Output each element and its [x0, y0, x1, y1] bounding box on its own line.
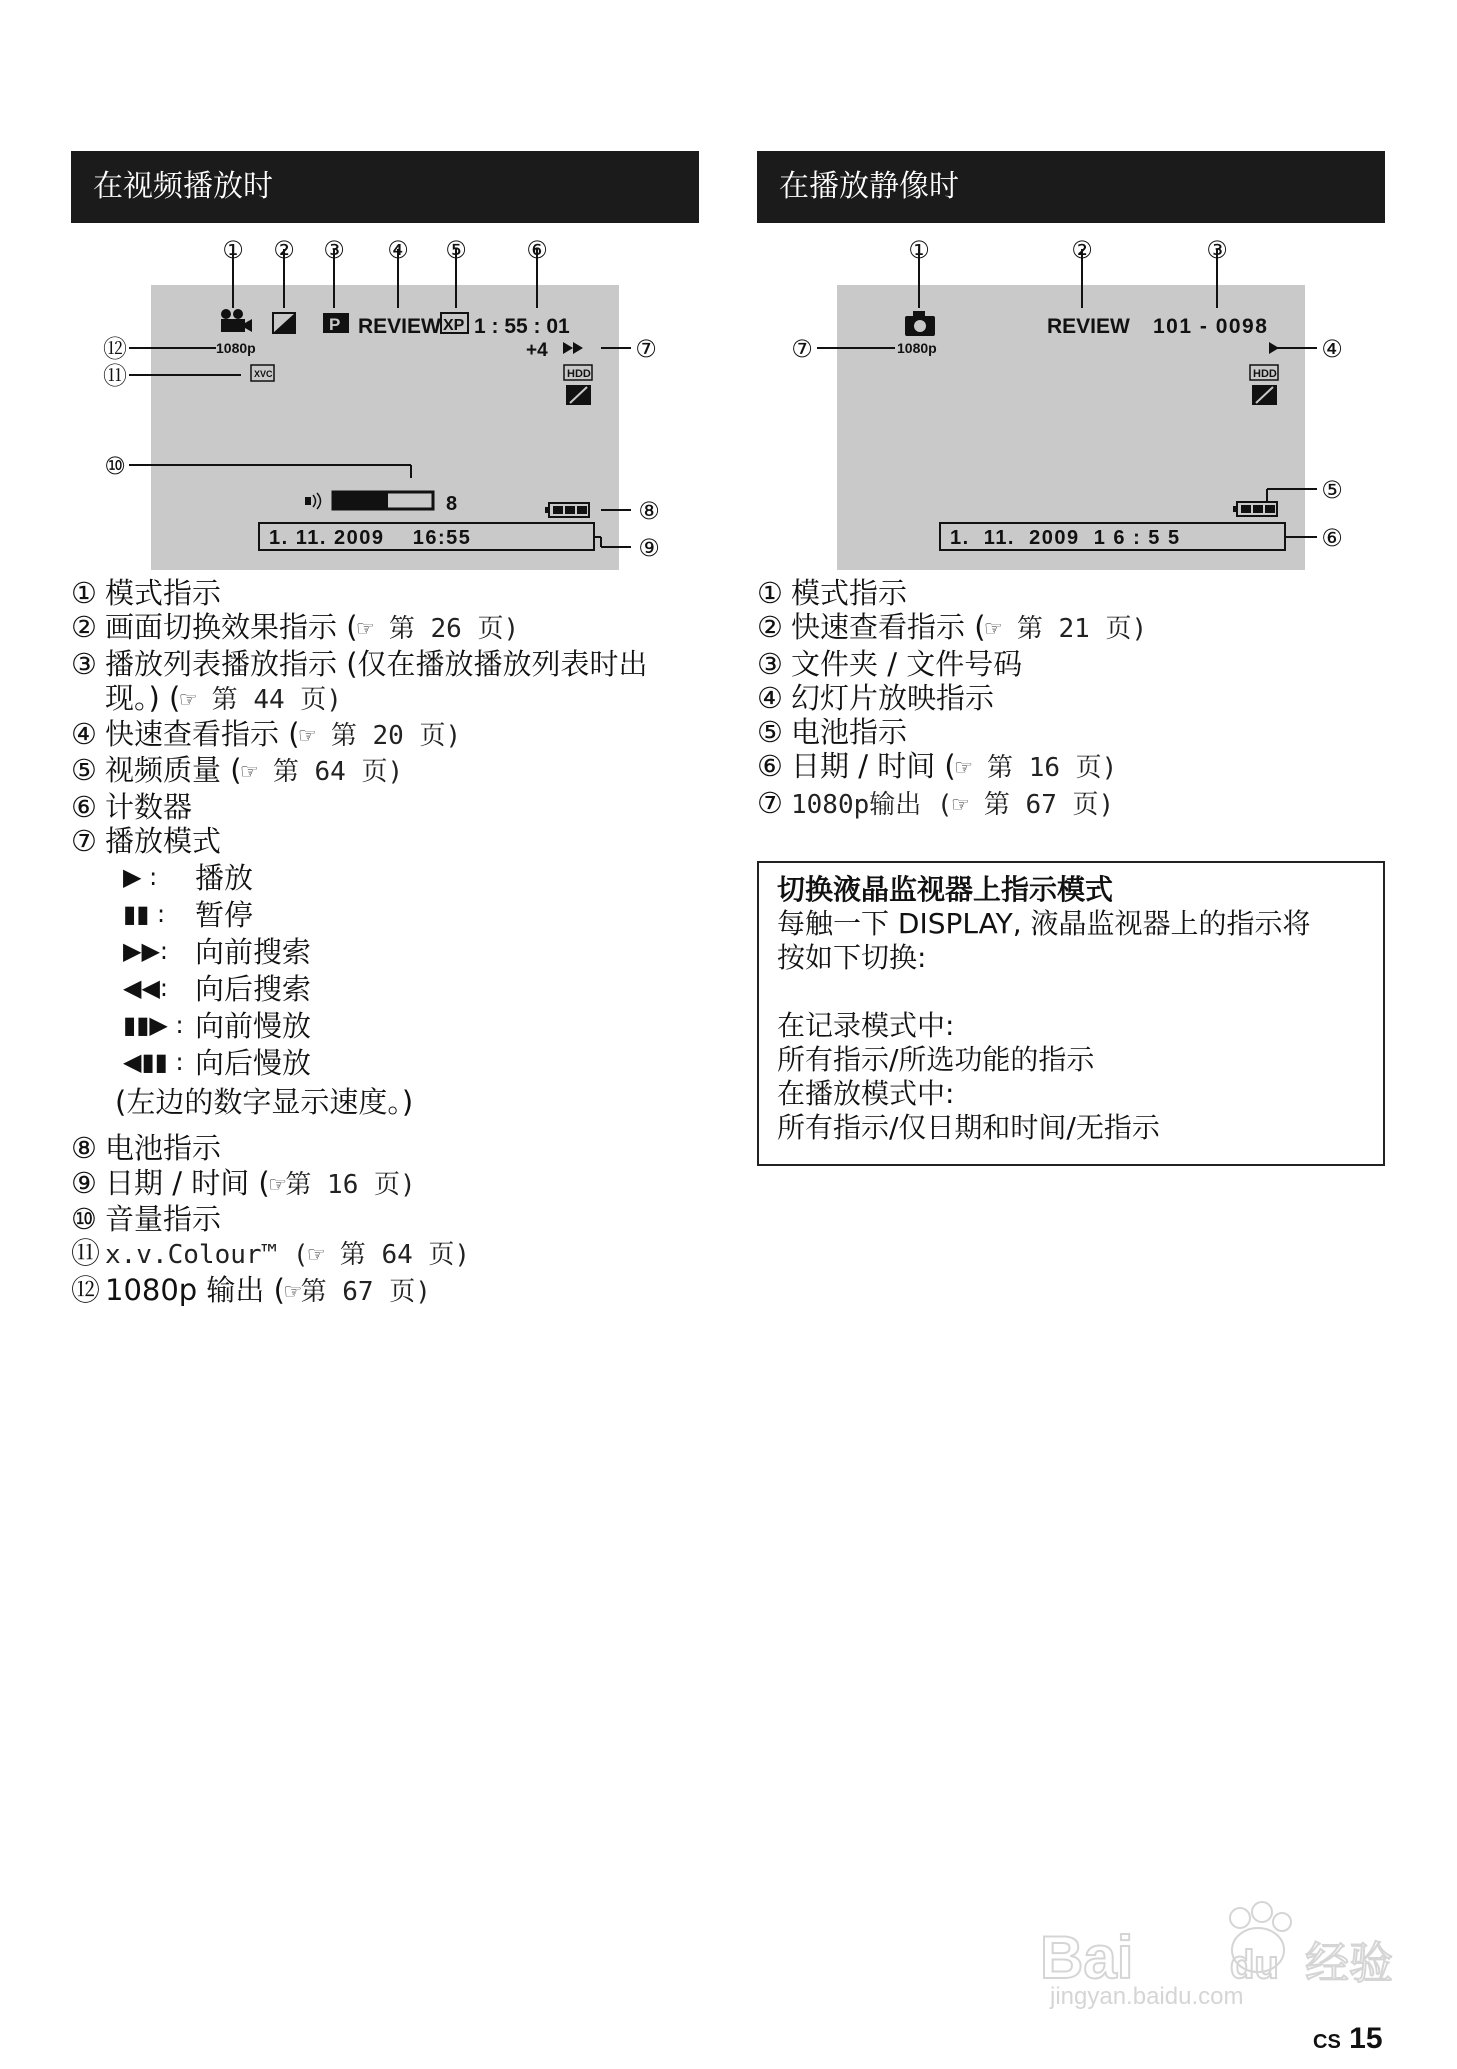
page-reference: ☞第 16 页)	[269, 1169, 416, 1200]
video-quality: XP	[443, 317, 465, 334]
callout-4: ④	[1321, 335, 1343, 363]
slow-forward-icon: ▮▮▶ :	[123, 1010, 184, 1039]
svg-text:jingyan.baidu.com: jingyan.baidu.com	[1050, 1983, 1244, 2010]
play-mode-row	[105, 932, 711, 969]
play-mode-row	[105, 858, 711, 895]
legend-text: 1080p输出 (	[791, 789, 953, 820]
legend-number: ⑫	[71, 1272, 101, 1307]
legend-number: ⑩	[71, 1201, 97, 1236]
legend-number: ⑤	[757, 715, 783, 750]
legend-item	[71, 717, 711, 753]
still-playback-screen-diagram	[757, 225, 1387, 580]
svg-text:Bai: Bai	[1040, 1924, 1134, 1991]
legend-number: ⑨	[71, 1165, 97, 1200]
review-indicator: REVIEW	[358, 315, 441, 338]
hdd-icon	[1250, 365, 1278, 380]
callout-6: ⑥	[526, 236, 548, 264]
legend-number: ③	[757, 646, 783, 681]
svg-text:XVC: XVC	[254, 369, 273, 379]
legend-text: 计数器	[105, 789, 193, 824]
legend-item	[757, 647, 1147, 681]
legend-text: 1080p 输出 (	[105, 1272, 285, 1307]
legend-item	[71, 576, 711, 610]
legend-item	[757, 715, 1147, 749]
media-no-edit-icon	[566, 385, 591, 405]
hdd-icon	[564, 365, 592, 380]
info-box-line: 在记录模式中:	[777, 1009, 955, 1042]
svg-text:HDD: HDD	[1253, 368, 1277, 380]
callout-4: ④	[387, 236, 409, 264]
rewind-icon: ◀◀:	[123, 973, 168, 1002]
callout-7: ⑦	[791, 335, 813, 363]
legend-text: 电池指示	[791, 715, 908, 750]
page-reference: ☞ 第 64 页)	[308, 1240, 471, 1271]
legend-text: 幻灯片放映指示	[791, 680, 995, 715]
legend-item	[757, 681, 1147, 715]
page-reference: ☞ 第 20 页)	[299, 721, 462, 752]
page-reference: ☞ 第 44 页)	[180, 684, 342, 715]
play-mode-note: (左边的数字显示速度。)	[115, 1085, 414, 1120]
play-mode-label: 播放	[195, 861, 254, 896]
play-mode-label: 向前搜索	[195, 935, 312, 970]
legend-text: 音量指示	[105, 1201, 222, 1236]
legend-item	[71, 1273, 711, 1309]
datetime: 1. 11. 2009 1 6 : 5 5	[950, 527, 1181, 549]
legend-number: ⑧	[71, 1131, 97, 1166]
fast-forward-icon: ▶▶:	[123, 936, 168, 965]
legend-text: 快速查看指示 (	[791, 610, 986, 645]
legend-text: x.v.Colour™ (	[105, 1240, 309, 1271]
legend-number: ⑥	[757, 749, 783, 784]
callout-3: ③	[1206, 236, 1228, 264]
callout-6: ⑥	[1321, 524, 1343, 552]
play-mode-label: 向后慢放	[195, 1046, 312, 1081]
info-box-line: 在播放模式中:	[777, 1077, 955, 1110]
display-toggle-info-box	[757, 861, 1385, 1166]
legend-item	[757, 786, 1147, 822]
datetime: 1. 11. 2009 16:55	[269, 527, 472, 549]
callout-2: ②	[273, 236, 295, 264]
legend-text: 电池指示	[105, 1131, 222, 1166]
svg-text:P: P	[329, 315, 341, 334]
legend-item	[71, 1236, 711, 1272]
legend-number: ⑥	[71, 789, 97, 824]
playlist-icon	[323, 313, 349, 334]
legend-text: 快速查看指示 (	[105, 717, 300, 752]
svg-text:du: du	[1230, 1943, 1279, 1987]
playback-speed: +4	[526, 340, 548, 361]
legend-text: 播放列表播放指示 (仅在播放播放列表时出	[105, 646, 648, 681]
legend-number: ⑤	[71, 753, 97, 788]
counter: 1 : 55 : 01	[474, 315, 570, 338]
legend-list-part1	[71, 576, 711, 858]
legend-number: ①	[71, 576, 97, 610]
legend-item	[71, 610, 711, 646]
spacer	[777, 975, 1365, 1009]
legend-item	[757, 610, 1147, 646]
resolution-label: 1080p	[216, 340, 256, 356]
callout-11: ⑪	[103, 362, 127, 390]
svg-text:HDD: HDD	[567, 368, 591, 380]
info-box-line: 每触一下 DISPLAY, 液晶监视器上的指示将	[777, 907, 1311, 940]
legend-item	[71, 647, 711, 681]
callout-1: ①	[908, 236, 930, 264]
page-reference: ☞ 第 26 页)	[357, 614, 520, 645]
page-number	[1313, 2022, 1383, 2056]
legend-number: ③	[71, 646, 97, 681]
legend-number: ⑪	[71, 1236, 101, 1271]
legend-item	[71, 753, 711, 789]
callout-7: ⑦	[635, 335, 657, 363]
callout-5: ⑤	[1321, 476, 1343, 504]
page-reference: ☞第 67 页)	[284, 1276, 431, 1307]
legend-number: ⑦	[757, 785, 783, 820]
legend-text: 画面切换效果指示 (	[105, 610, 358, 645]
legend-item-continuation	[71, 681, 711, 717]
left-legend	[71, 576, 711, 1309]
folder-file-number: 101 - 0098	[1153, 315, 1269, 338]
legend-item	[71, 790, 711, 824]
page-reference: ☞ 第 16 页)	[955, 753, 1118, 784]
play-icon: ▶ :	[123, 862, 158, 891]
legend-number: ④	[757, 680, 783, 715]
baidu-watermark-logo	[1030, 1900, 1400, 2010]
svg-text:经验: 经验	[1305, 1938, 1393, 1989]
play-mode-row	[105, 1043, 711, 1080]
video-playback-screen-diagram	[71, 225, 701, 580]
page-reference: ☞ 第 21 页)	[985, 614, 1148, 645]
legend-number: ②	[757, 610, 783, 645]
review-indicator: REVIEW	[1047, 315, 1130, 338]
legend-item	[757, 576, 1147, 610]
info-box-title: 切换液晶监视器上指示模式	[777, 873, 1114, 906]
pause-icon: ▮▮ :	[123, 899, 166, 928]
callout-5: ⑤	[445, 236, 467, 264]
legend-number: ②	[71, 610, 97, 645]
right-legend	[757, 576, 1147, 822]
callout-3: ③	[323, 236, 345, 264]
play-mode-row	[105, 1006, 711, 1043]
page-prefix: CS	[1313, 2031, 1341, 2053]
page-number-value: 15	[1349, 2022, 1383, 2055]
legend-text: 日期 / 时间 (	[791, 749, 956, 784]
legend-text: 模式指示	[105, 576, 222, 610]
resolution-label: 1080p	[897, 340, 937, 356]
play-mode-label: 向后搜索	[195, 972, 312, 1007]
info-box-line: 所有指示/仅日期和时间/无指示	[777, 1111, 1160, 1144]
legend-number: ⑦	[71, 824, 97, 859]
volume-level: 8	[446, 493, 458, 515]
legend-number: ④	[71, 717, 97, 752]
legend-text: 文件夹 / 文件号码	[791, 646, 1023, 681]
play-mode-row	[105, 895, 711, 932]
legend-item	[71, 1131, 711, 1165]
legend-item	[71, 1202, 711, 1236]
left-section-heading: 在视频播放时	[71, 151, 699, 223]
callout-10: ⑩	[104, 452, 126, 480]
page-reference: ☞ 第 67 页)	[952, 789, 1115, 820]
play-mode-list	[71, 858, 711, 1080]
legend-number: ①	[757, 576, 783, 610]
callout-2: ②	[1071, 236, 1093, 264]
play-mode-row	[105, 969, 711, 1006]
callout-1: ①	[222, 236, 244, 264]
callout-9: ⑨	[638, 534, 660, 562]
legend-text: 播放模式	[105, 824, 222, 859]
legend-text: 日期 / 时间 (	[105, 1165, 270, 1200]
legend-text: 现。) (	[105, 680, 181, 715]
play-mode-label: 向前慢放	[195, 1009, 312, 1044]
legend-text: 视频质量 (	[105, 753, 242, 788]
info-box-line: 按如下切换:	[777, 941, 927, 974]
slow-reverse-icon: ◀▮▮ :	[123, 1047, 184, 1076]
legend-item	[71, 824, 711, 858]
info-box-line: 所有指示/所选功能的指示	[777, 1043, 1095, 1076]
page-reference: ☞ 第 64 页)	[241, 757, 404, 788]
callout-12: ⑫	[103, 335, 127, 363]
legend-list-part2	[71, 1131, 711, 1308]
right-section-heading: 在播放静像时	[757, 151, 1385, 223]
legend-text: 模式指示	[791, 576, 908, 610]
legend-item	[71, 1166, 711, 1202]
legend-item	[757, 749, 1147, 785]
play-mode-label: 暂停	[195, 898, 254, 933]
callout-8: ⑧	[638, 497, 660, 525]
volume-bar-fill	[333, 492, 388, 509]
media-no-edit-icon	[1252, 385, 1277, 405]
